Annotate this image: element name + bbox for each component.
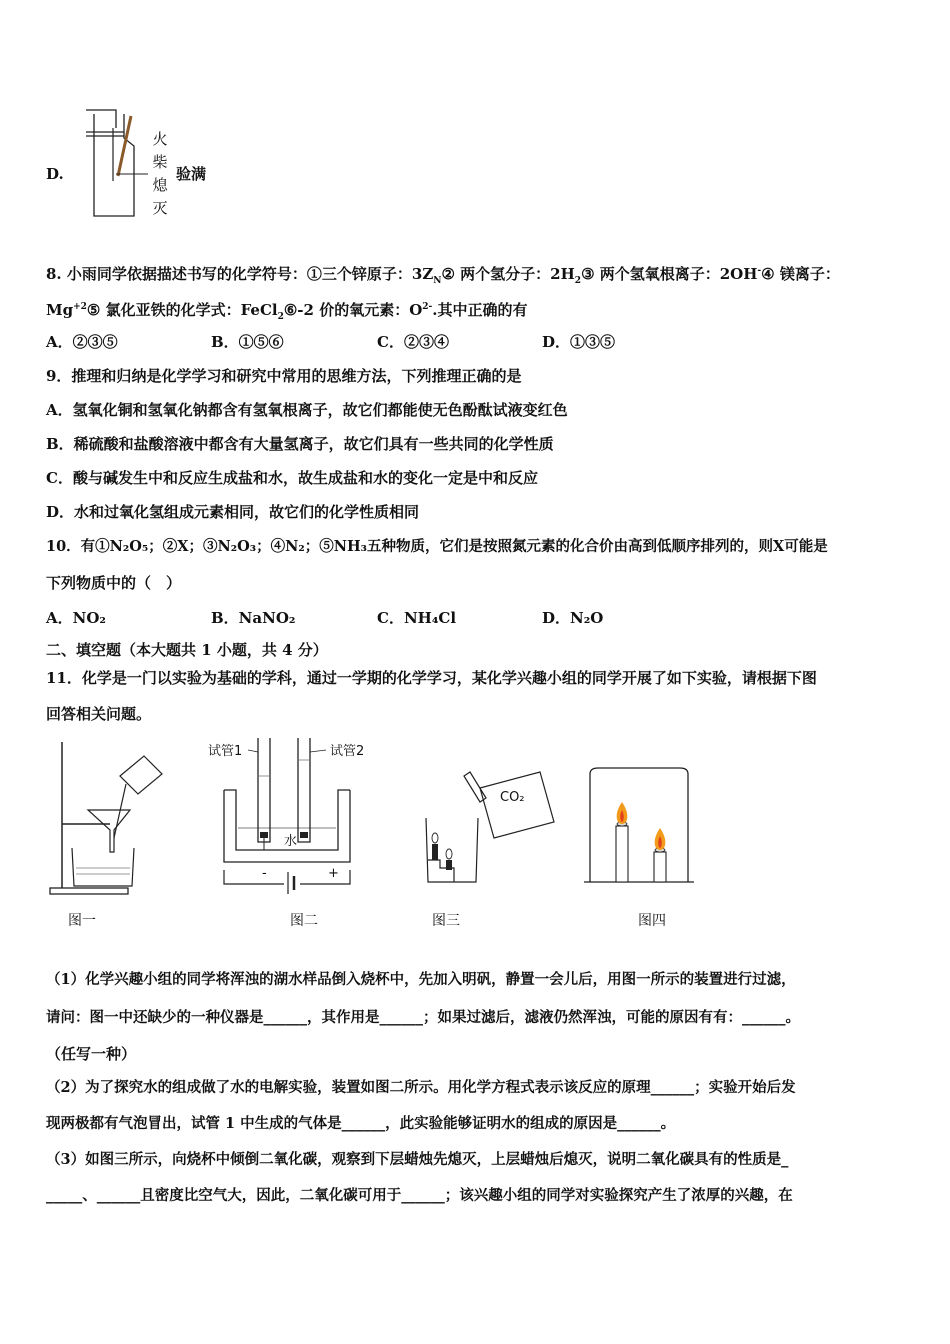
match-label-4: 灭 <box>152 199 168 217</box>
figure-3-co2-candles <box>420 768 570 888</box>
fig3-co2-label: CO₂ <box>500 790 525 805</box>
q11-part1-line3: （任写一种） <box>46 1045 137 1063</box>
q11-stem-line2: 回答相关问题。 <box>46 705 152 723</box>
q8-option-c: C．②③④ <box>377 333 449 351</box>
q10-option-c: C．NH₄Cl <box>377 609 457 627</box>
fig2-minus-label: - <box>262 866 267 881</box>
q11-part2-line2: 现两极都有气泡冒出，试管 1 中生成的气体是______，此实验能够证明水的组成的原因是______。 <box>46 1115 676 1132</box>
q10-stem-line2: 下列物质中的（ ） <box>46 574 182 592</box>
q8-stem-line2: $Mg^{+2}⑤$ 氯化亚铁的化学式：FeCl$_2$⑥-2 价的氧元素：$O^{2-}$.其中正确的有 <box>46 301 528 322</box>
q7-option-d-caption: 验满 <box>176 165 207 183</box>
q9-option-a: A．氢氧化铜和氢氧化钠都含有氢氧根离子，故它们都能使无色酚酞试液变红色 <box>46 401 568 419</box>
fig2-plus-label: + <box>328 866 339 881</box>
q11-part1-line1: （1）化学兴趣小组的同学将浑浊的湖水样品倒入烧杯中，先加入明矾，静置一会儿后，用图一所示的装置进行过滤， <box>46 971 796 988</box>
match-label-2: 柴 <box>152 153 168 171</box>
match-label-1: 火 <box>152 130 168 148</box>
q11-stem-line1: 11．化学是一门以实验为基础的学科，通过一学期的化学学习，某化学兴趣小组的同学开展了如下实验，请根据下图 <box>46 669 817 687</box>
q8-option-d: D．①③⑤ <box>542 333 616 351</box>
q9-option-d: D．水和过氧化氢组成元素相同，故它们的化学性质相同 <box>46 503 420 521</box>
fig2-label-tube2: 试管2 <box>330 744 365 759</box>
q10-option-a: A．NO₂ <box>46 609 106 627</box>
figure-3-caption: 图三 <box>432 913 460 929</box>
q7-option-d-label: D. <box>46 165 64 183</box>
figure-4-candles-glass <box>584 766 694 886</box>
q10-stem-line1: 10．有①N₂O₅；②X；③N₂O₃；④N₂；⑤NH₃五种物质，它们是按照氮元素的化合价由高到低顺序排列的，则X可能是 <box>46 538 828 555</box>
match-label-3: 熄 <box>152 176 168 194</box>
q9-option-b: B．稀硫酸和盐酸溶液中都含有大量氢离子，故它们具有一些共同的化学性质 <box>46 435 554 453</box>
figure-1-filtration <box>46 740 166 900</box>
q11-part1-line2: 请问：图一中还缺少的一种仪器是______，其作用是______；如果过滤后，滤液仍然浑浊，可能的原因有有：______。 <box>46 1009 800 1026</box>
q10-option-d: D．N₂O <box>542 609 604 627</box>
fig2-label-tube1: 试管1 <box>208 744 243 759</box>
q11-part3-line2: _____、______且密度比空气大，因此，二氧化碳可用于______；该兴趣小组的同学对实验探究产生了浓厚的兴趣，在 <box>46 1187 793 1204</box>
q8-option-a: A．②③⑤ <box>46 333 118 351</box>
q8-stem-line1: 8. 小雨同学依据描述书写的化学符号：①三个锌原子：$3Z_N②$ 两个氢分子：$2H_2③$ 两个氢氧根离子：2OH-④ 镁离子： <box>46 265 840 286</box>
figure-2-caption: 图二 <box>290 913 318 929</box>
q9-option-c: C．酸与碱发生中和反应生成盐和水，故生成盐和水的变化一定是中和反应 <box>46 469 538 487</box>
fig2-water-label: 水 <box>284 834 298 849</box>
figure-4-caption: 图四 <box>638 913 666 929</box>
q10-option-b: B．NaNO₂ <box>211 609 296 627</box>
q11-part3-line1: （3）如图三所示，向烧杯中倾倒二氧化碳，观察到下层蜡烛先熄灭，上层蜡烛后熄灭，说明二氧化碳具有的性质是_ <box>46 1151 789 1168</box>
figure-1-caption: 图一 <box>68 913 96 929</box>
q8-option-b: B．①⑤⑥ <box>211 333 284 351</box>
q9-stem: 9．推理和归纳是化学学习和研究中常用的思维方法，下列推理正确的是 <box>46 367 522 385</box>
q11-part2-line1: （2）为了探究水的组成做了水的电解实验，装置如图二所示。用化学方程式表示该反应的原理______；实验开始后发 <box>46 1079 796 1096</box>
section-heading: 二、填空题（本大题共 1 小题，共 4 分） <box>46 641 328 659</box>
